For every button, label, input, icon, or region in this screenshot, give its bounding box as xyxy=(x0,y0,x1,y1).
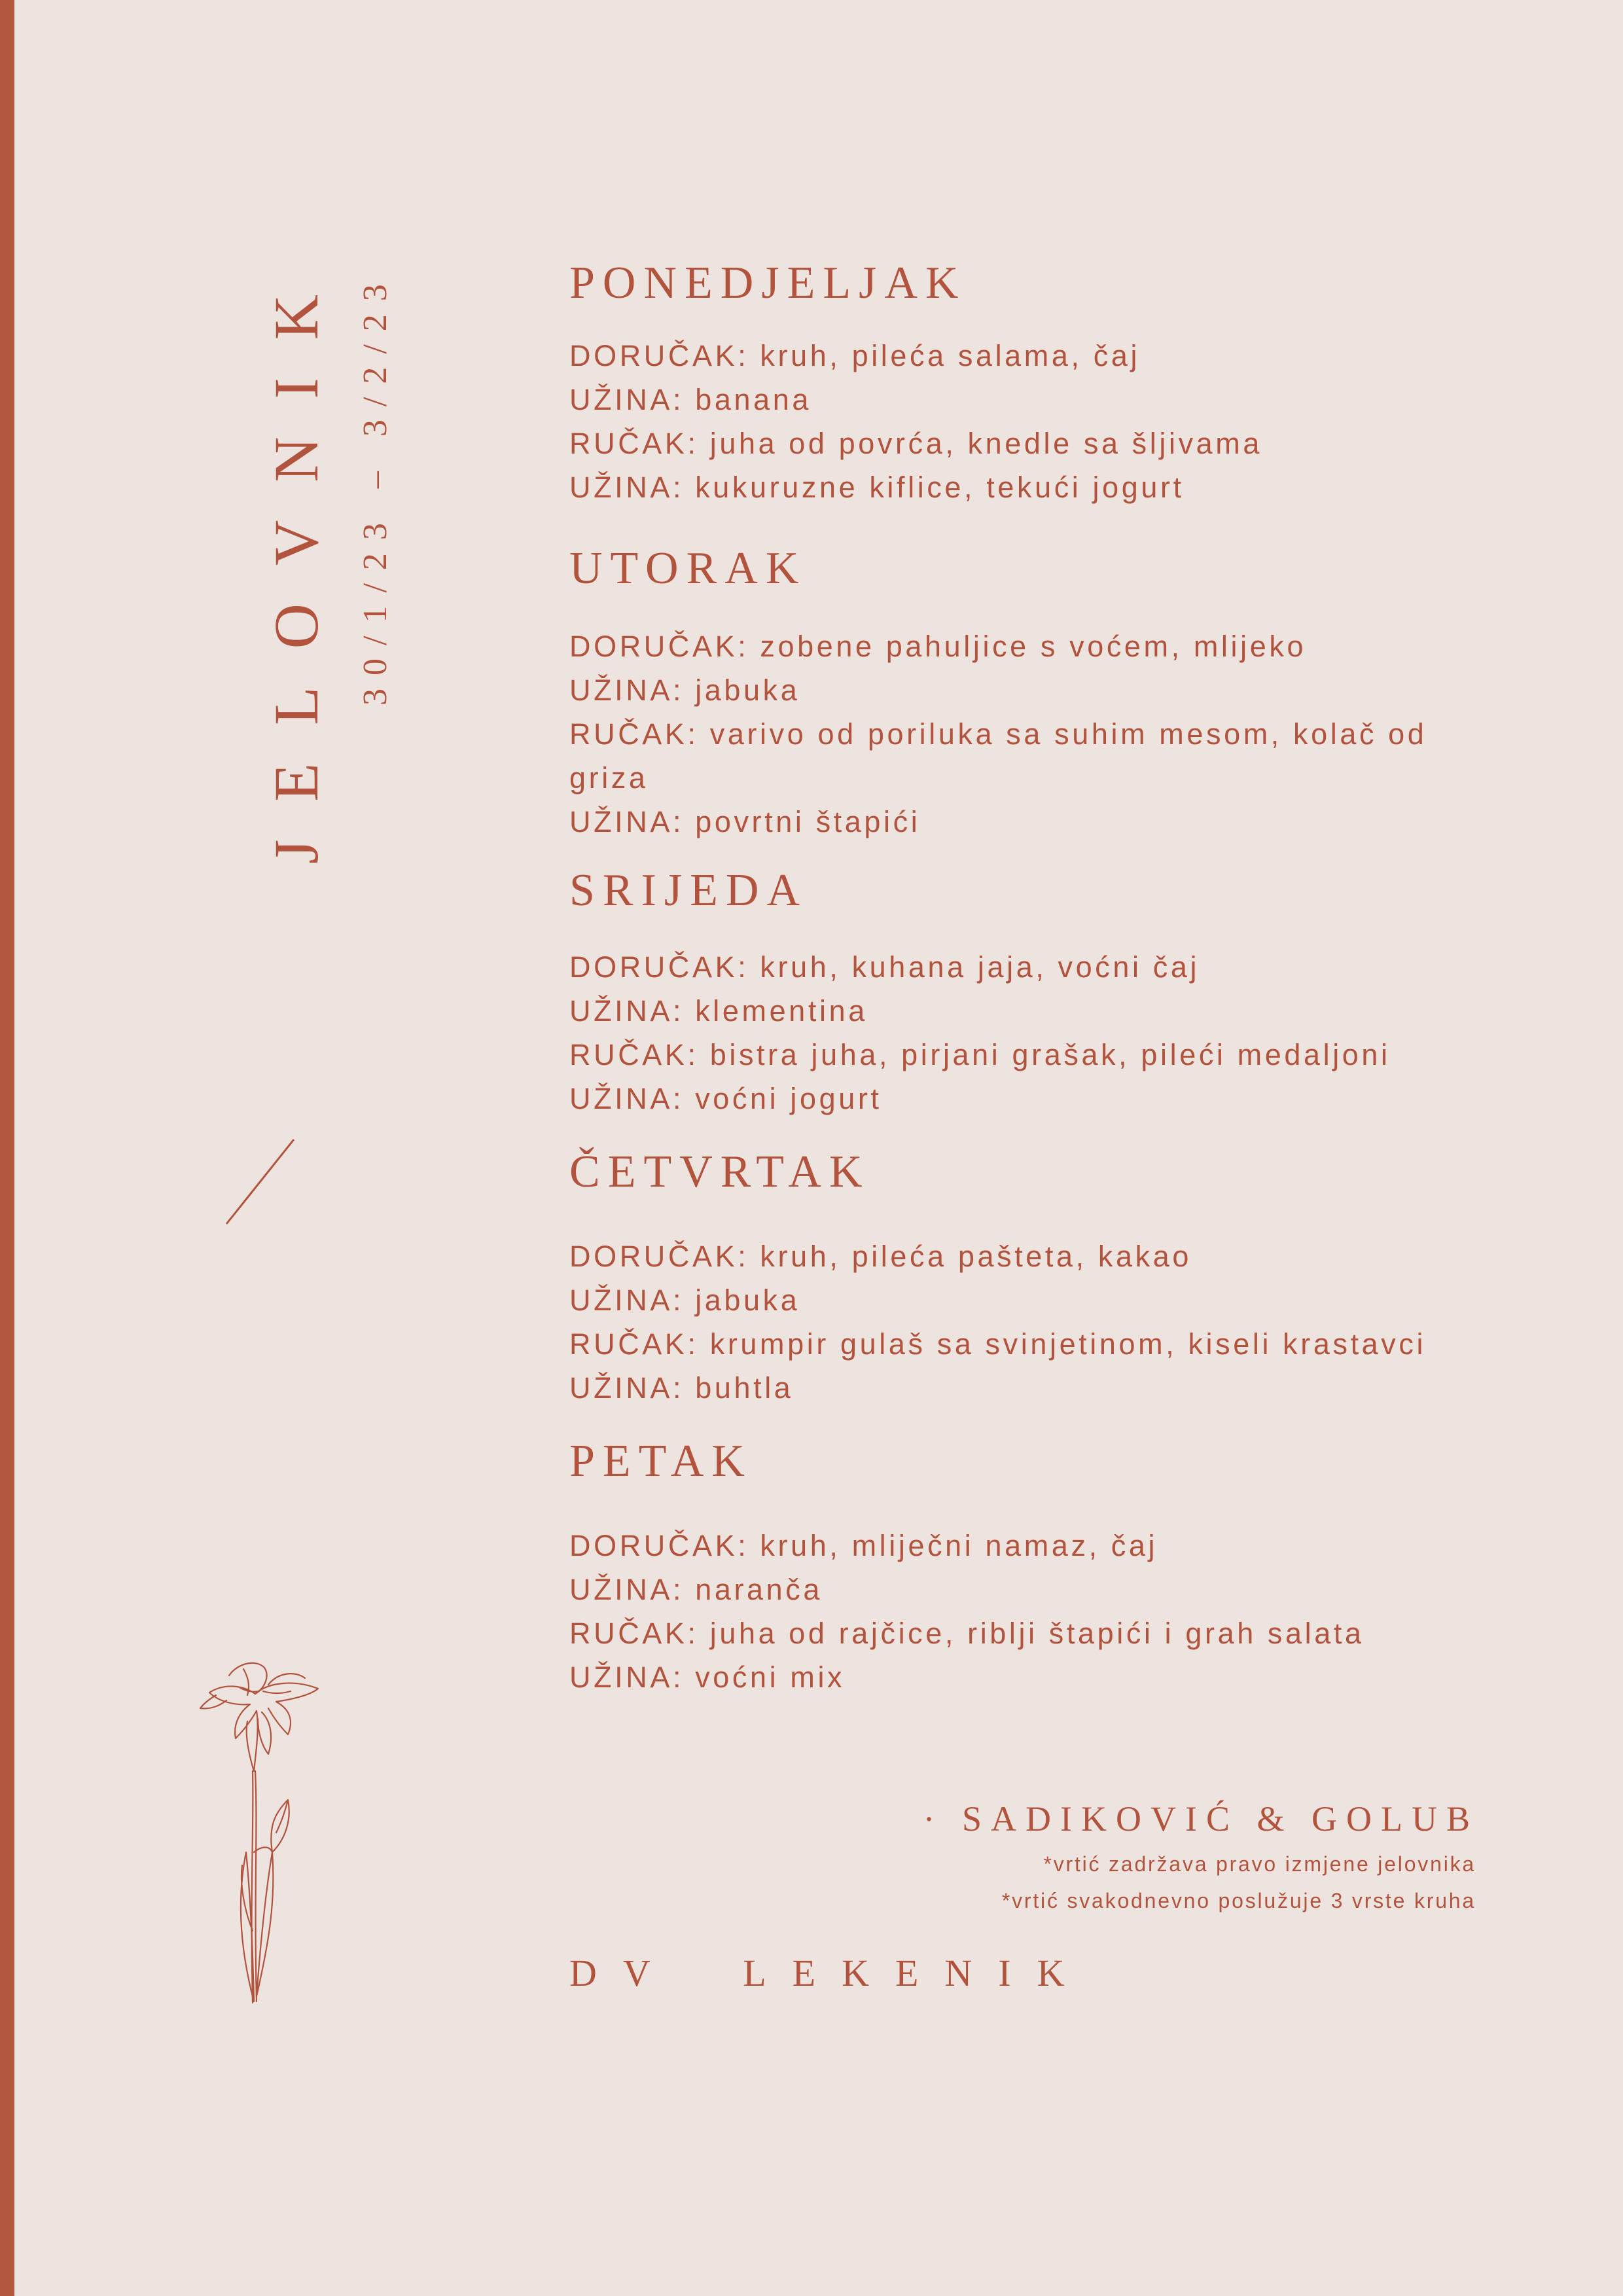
meal-snack: UŽINA: voćni mix xyxy=(569,1660,846,1694)
kindergarten-name: DV LEKENIK xyxy=(569,1952,1091,1994)
iris-flower-illustration xyxy=(190,1656,347,2009)
day-monday xyxy=(569,260,1262,509)
decorative-slash-line xyxy=(224,1138,296,1226)
meal-breakfast: DORUČAK: kruh, pileća salama, čaj xyxy=(569,339,1141,372)
footnote-bread: *vrtić svakodnevno poslužuje 3 vrste kruha xyxy=(1001,1889,1476,1912)
footnote-menu-changes: *vrtić zadržava pravo izmjene jelovnika xyxy=(1043,1852,1476,1876)
day-tuesday xyxy=(569,543,1512,844)
meal-breakfast: DORUČAK: kruh, mliječni namaz, čaj xyxy=(569,1529,1158,1562)
day-wednesday xyxy=(569,865,1391,1121)
meal-breakfast: DORUČAK: kruh, kuhana jaja, voćni čaj xyxy=(569,950,1200,984)
menu-title: JELOVNIK xyxy=(261,257,331,864)
meal-snack: UŽINA: klementina xyxy=(569,994,868,1028)
meal-snack: UŽINA: kukuruzne kiflice, tekući jogurt xyxy=(569,471,1185,504)
meal-snack: UŽINA: jabuka xyxy=(569,1283,800,1317)
meal-snack: UŽINA: naranča xyxy=(569,1573,823,1606)
day-title: UTORAK xyxy=(569,543,807,594)
meal-lunch: RUČAK: krumpir gulaš sa svinjetinom, kiseli krastavci xyxy=(569,1327,1427,1361)
author-credits: · SADIKOVIĆ & GOLUB xyxy=(923,1799,1479,1839)
day-title: PETAK xyxy=(569,1436,753,1486)
meal-breakfast: DORUČAK: kruh, pileća pašteta, kakao xyxy=(569,1240,1192,1273)
day-title: SRIJEDA xyxy=(569,865,808,916)
day-thursday xyxy=(569,1149,1426,1410)
meal-snack: UŽINA: povrtni štapići xyxy=(569,805,921,838)
day-title: PONEDJELJAK xyxy=(569,258,967,308)
meal-breakfast: DORUČAK: zobene pahuljice s voćem, mlijeko xyxy=(569,630,1307,663)
meal-snack: UŽINA: jabuka xyxy=(569,673,800,707)
day-friday xyxy=(569,1436,1364,1699)
left-border-rail xyxy=(0,0,14,2296)
meal-snack: UŽINA: buhtla xyxy=(569,1371,794,1405)
meal-snack: UŽINA: voćni jogurt xyxy=(569,1082,882,1115)
day-title: ČETVRTAK xyxy=(569,1147,870,1197)
meal-snack: UŽINA: banana xyxy=(569,383,812,416)
date-range: 30/1/23 – 3/2/23 xyxy=(357,271,394,706)
meal-lunch: RUČAK: varivo od poriluka sa suhim mesom, kolač od griza xyxy=(569,717,1427,795)
meal-lunch: RUČAK: juha od rajčice, riblji štapići i grah salata xyxy=(569,1617,1364,1650)
meal-lunch: RUČAK: juha od povrća, knedle sa šljivama xyxy=(569,427,1263,460)
meal-lunch: RUČAK: bistra juha, pirjani grašak, pileći medaljoni xyxy=(569,1038,1391,1071)
